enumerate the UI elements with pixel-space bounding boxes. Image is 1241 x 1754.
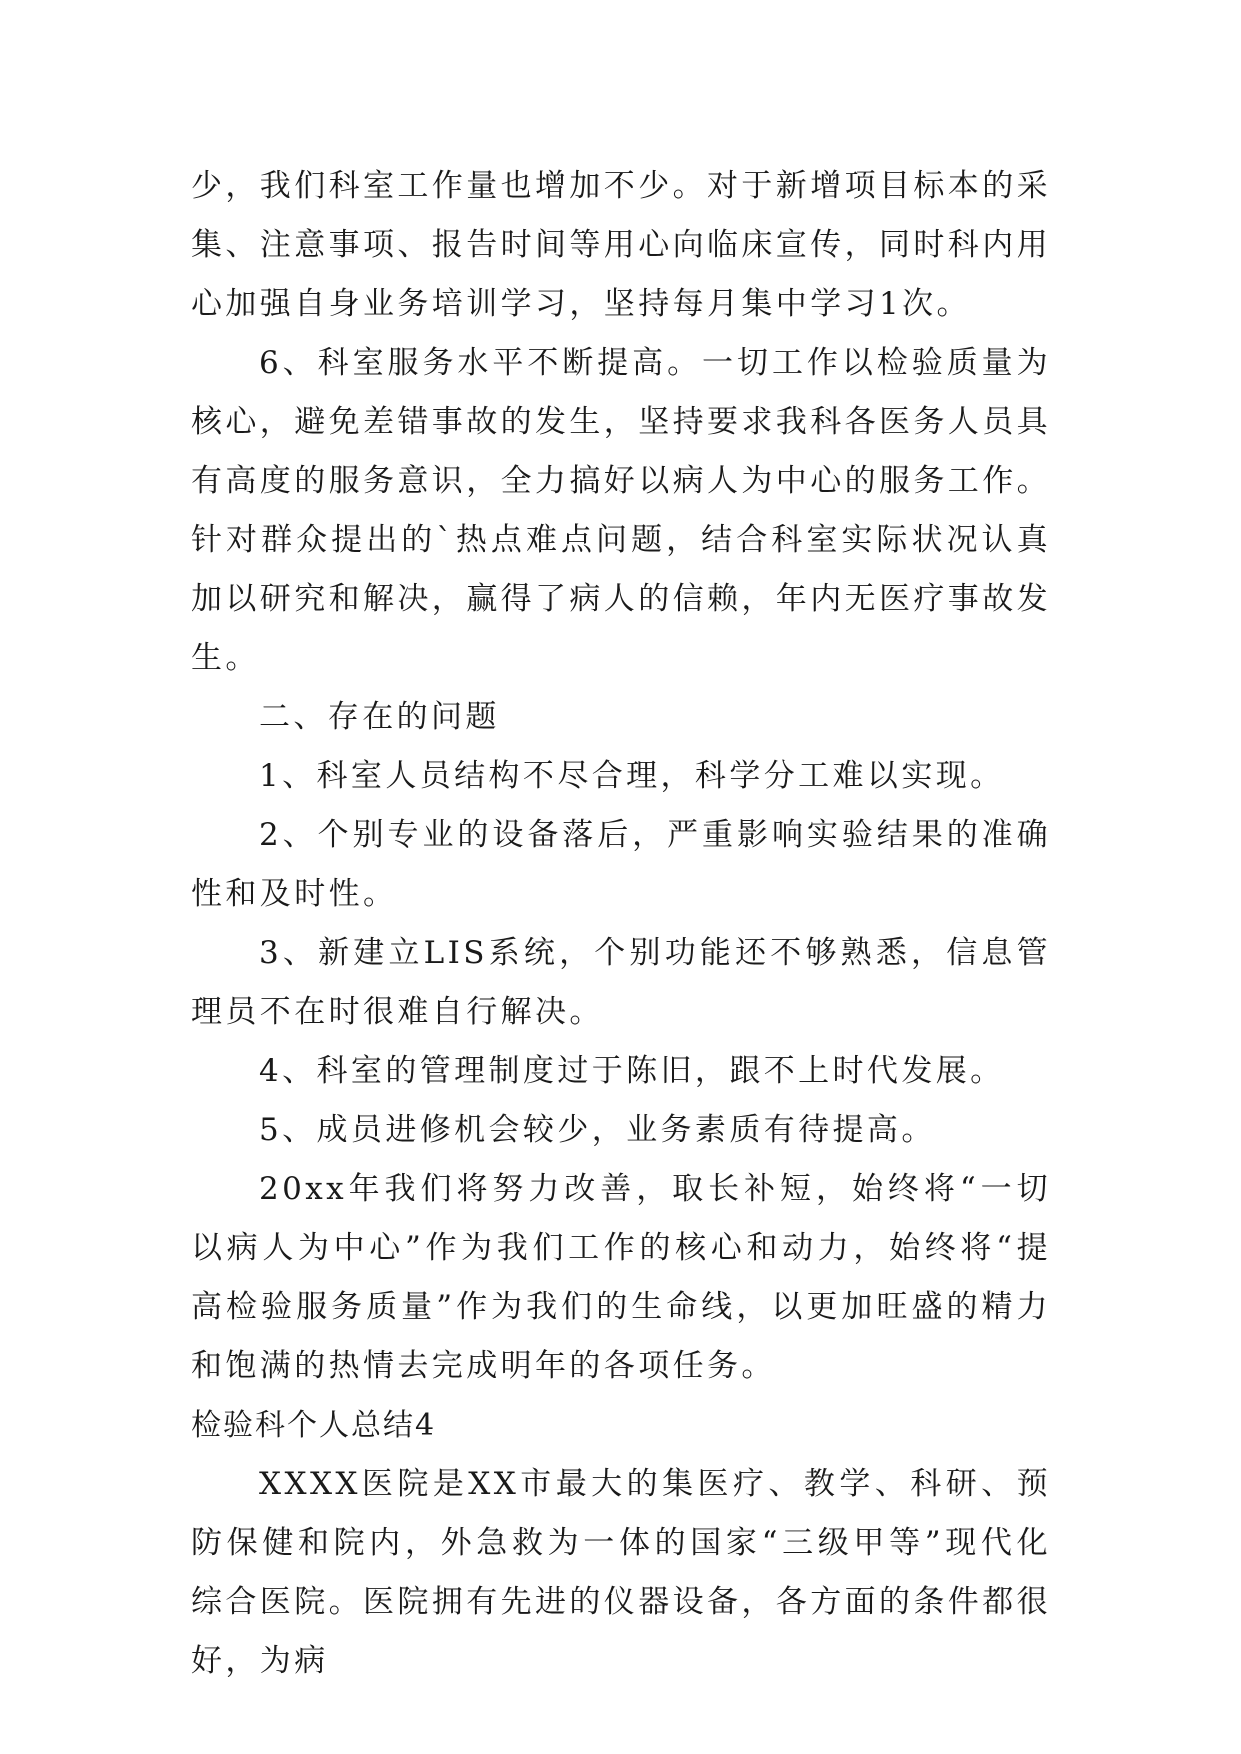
paragraph-service-level: 6、科室服务水平不断提高。一切工作以检验质量为核心，避免差错事故的发生，坚持要求我科各医务人员具有高度的服务意识，全力搞好以病人为中心的服务工作。针对群众提出的`热点难点问题，结合科室实际状况认真加以研究和解决，赢得了病人的信赖，年内无医疗事故发生。 [191,345,1051,676]
section-title-summary-4: 检验科个人总结4 [191,1408,437,1443]
problem-item-1: 1、科室人员结构不尽合理，科学分工难以实现。 [259,758,1005,794]
problem-item-3: 3、新建立LIS系统，个别功能还不够熟悉，信息管理员不在时很难自行解决。 [191,935,1051,1030]
problem-item-4: 4、科室的管理制度过于陈旧，跟不上时代发展。 [259,1053,1005,1089]
paragraph-next-year-plan: 20xx年我们将努力改善，取长补短，始终将“一切以病人为中心”作为我们工作的核心和动力，始终将“提高检验服务质量”作为我们的生命线，以更加旺盛的精力和饱满的热情去完成明年的各项任务。 [191,1171,1051,1384]
problem-item-2: 2、个别专业的设备落后，严重影响实验结果的准确性和及时性。 [191,817,1051,912]
document-body [191,157,1051,1691]
problem-item-5: 5、成员进修机会较少，业务素质有待提高。 [259,1112,936,1148]
paragraph-hospital-intro: XXXX医院是XX市最大的集医疗、教学、科研、预防保健和院内，外急救为一体的国家“三级甲等”现代化综合医院。医院拥有先进的仪器设备，各方面的条件都很好，为病 [191,1466,1051,1679]
paragraph-continuation: 少，我们科室工作量也增加不少。对于新增项目标本的采集、注意事项、报告时间等用心向临床宣传，同时科内用心加强自身业务培训学习，坚持每月集中学习1次。 [191,168,1051,322]
section-heading-problems: 二、存在的问题 [259,699,500,735]
